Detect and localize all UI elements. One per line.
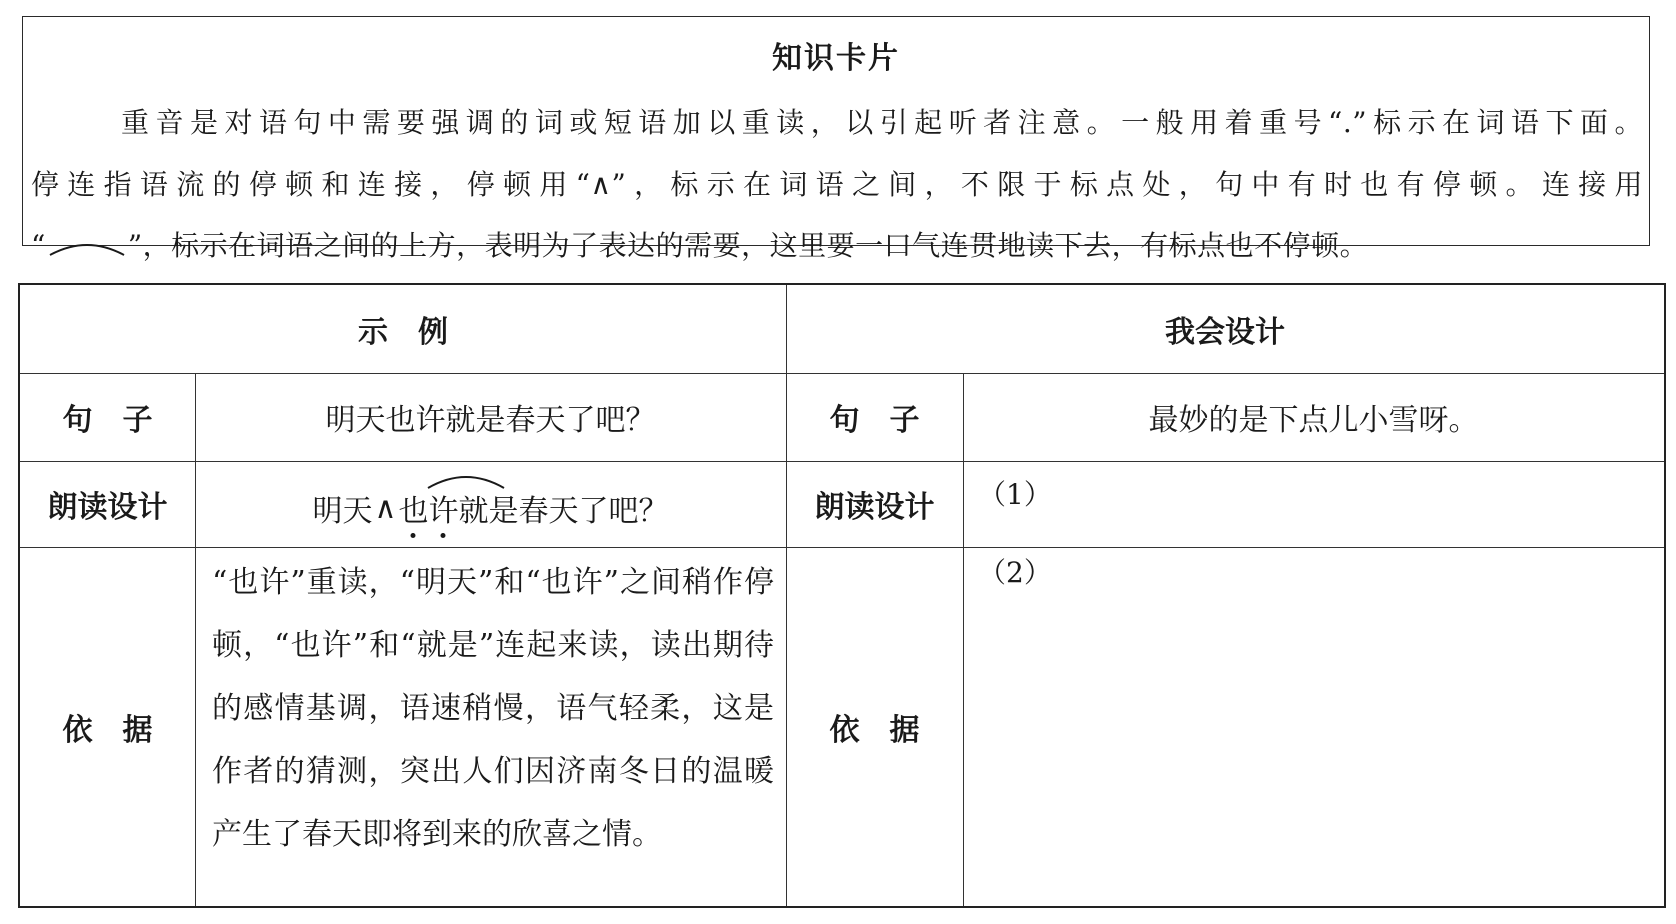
label-basis-example: 依 据 bbox=[62, 712, 153, 748]
card-line-3-text: ”，标示在词语之间的上方，表明为了表达的需要，这里要一口气连贯地读下去，有标点也不停顿。 bbox=[127, 229, 1369, 262]
liaison-arc-icon bbox=[46, 237, 128, 259]
reading-part-4: 是春天了吧？ bbox=[488, 494, 669, 529]
label-basis-design: 依 据 bbox=[829, 712, 920, 748]
card-line-3 bbox=[31, 224, 1643, 264]
reading-design-table bbox=[18, 283, 1666, 908]
knowledge-card bbox=[22, 16, 1650, 262]
label-reading-example: 朗读设计 bbox=[47, 490, 168, 525]
header-design: 我会设计 bbox=[1165, 315, 1285, 350]
header-example: 示 例 bbox=[358, 315, 448, 350]
reading-part-1: 明天 bbox=[312, 494, 373, 529]
label-reading-design: 朗读设计 bbox=[814, 490, 935, 525]
reading-stress-char-2: 许 bbox=[428, 486, 458, 530]
label-sentence-example: 句 子 bbox=[62, 403, 153, 438]
label-sentence-design: 句 子 bbox=[829, 403, 920, 438]
example-reading-design bbox=[195, 465, 786, 551]
card-line-3-open-quote: “ bbox=[31, 229, 46, 262]
linked-words bbox=[428, 486, 488, 530]
card-line-2: 停连指语流的停顿和连接，停顿用“∧”，标示在词语之间，不限于标点处，句中有时也有停顿。连接用 bbox=[31, 168, 1643, 201]
answer-blank-2[interactable]: （2） bbox=[978, 556, 1052, 589]
answer-blank-1[interactable]: （1） bbox=[978, 478, 1052, 511]
pause-mark: ∧ bbox=[374, 490, 397, 526]
design-sentence: 最妙的是下点儿小雪呀。 bbox=[1148, 403, 1479, 438]
card-title: 知识卡片 bbox=[772, 41, 900, 76]
example-basis: “也许”重读，“明天”和“也许”之间稍作停顿，“也许”和“就是”连起来读，读出期待的感情基调，语速稍慢，语气轻柔，这是作者的猜测，突出人们因济南冬日的温暖产生了春天即将到来的欣喜之情。 bbox=[212, 565, 774, 852]
reading-stress-char-1: 也 bbox=[398, 486, 428, 530]
card-line-1: 重音是对语句中需要强调的词或短语加以重读，以引起听者注意。一般用着重号“.”标示在词语下面。 bbox=[121, 106, 1643, 139]
example-sentence: 明天也许就是春天了吧？ bbox=[325, 403, 656, 438]
reading-part-3: 就 bbox=[458, 494, 489, 529]
